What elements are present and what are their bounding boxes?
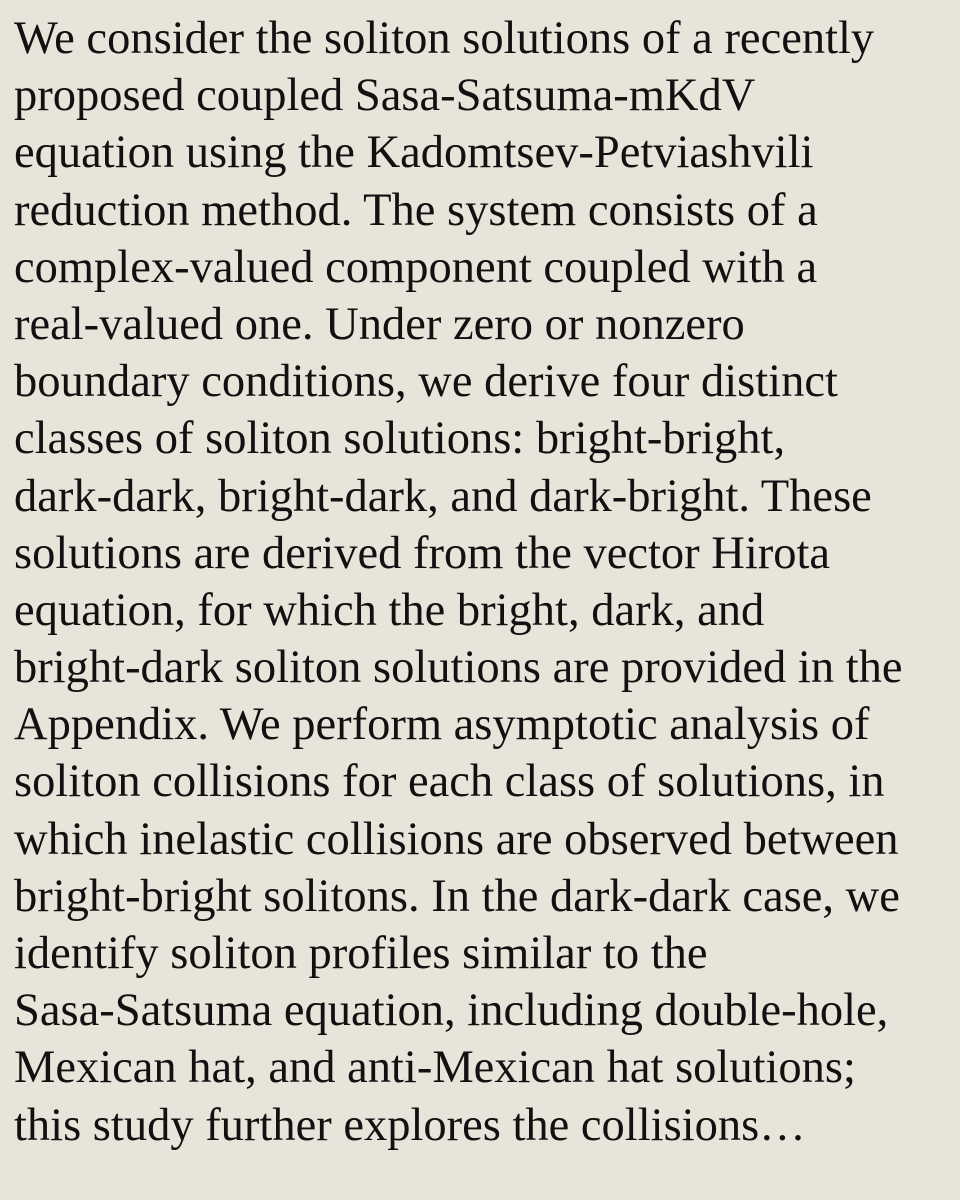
abstract-line-18: Sasa-Satsuma equation, including double-hole, (14, 985, 889, 1037)
abstract-line-6: real-valued one. Under zero or nonzero (14, 298, 745, 350)
abstract-line-3: equation using the Kadomtsev-Petviashvili (14, 127, 814, 179)
abstract-line-16: bright-bright solitons. In the dark-dark case, we (14, 870, 900, 922)
abstract-line-17: identify soliton profiles similar to the (14, 928, 708, 979)
abstract-line-10: solutions are derived from the vector Hirota (14, 527, 831, 579)
abstract-line-8: classes of soliton solutions: bright-bright, (14, 413, 786, 465)
abstract-line-12: bright-dark soliton solutions are provided in the (14, 642, 903, 694)
abstract-line-15: which inelastic collisions are observed between (14, 813, 899, 865)
abstract-line-13: Appendix. We perform asymptotic analysis of (14, 699, 870, 751)
abstract-line-2: proposed coupled Sasa-Satsuma-mKdV (14, 70, 756, 122)
abstract-line-7: boundary conditions, we derive four distinct (14, 356, 838, 408)
abstract-line-4: reduction method. The system consists of a (14, 184, 818, 236)
abstract-line-19: Mexican hat, and anti-Mexican hat solutions; (14, 1042, 856, 1094)
abstract-line-1: We consider the soliton solutions of a recently (14, 13, 875, 64)
abstract-line-14: soliton collisions for each class of solutions, in (14, 756, 885, 808)
abstract-line-11: equation, for which the bright, dark, and (14, 584, 765, 636)
abstract-line-9: dark-dark, bright-dark, and dark-bright. These (14, 470, 872, 522)
abstract-line-5: complex-valued component coupled with a (14, 241, 818, 293)
abstract-text (14, 10, 946, 1154)
abstract-line-20: this study further explores the collisions… (14, 1099, 806, 1151)
